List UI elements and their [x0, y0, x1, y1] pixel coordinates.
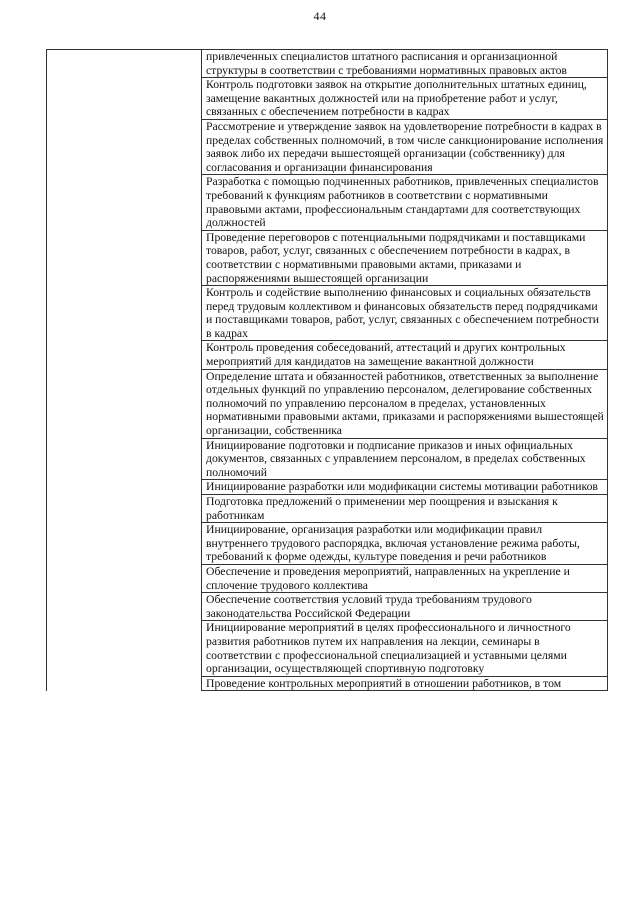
- cell-text: Инициирование, организация разработки или модификации правил внутреннего трудового распорядка, включая установление режима работы, требований к форме одежды, культуре поведения и речи работников: [206, 523, 580, 564]
- cell-text: Рассмотрение и утверждение заявок на удовлетворение потребности в кадрах в пределах собственных полномочий, в том числе санкционирование исполнения заявок либо их передачи вышестоящей организации (собственнику) для согласования и организации финансирования: [206, 119, 604, 174]
- table-body: [47, 50, 608, 691]
- left-column-cell: [47, 564, 202, 592]
- table-row: [47, 523, 608, 565]
- table-row: [47, 230, 608, 285]
- left-column-cell: [47, 369, 202, 438]
- table-row: [47, 119, 608, 174]
- table-row: [47, 50, 608, 78]
- left-column-cell: [47, 175, 202, 230]
- left-column-cell: [47, 676, 202, 691]
- table-cell: [202, 119, 608, 174]
- table-row: [47, 78, 608, 120]
- left-column-cell: [47, 119, 202, 174]
- left-column-cell: [47, 341, 202, 369]
- left-column-cell: [47, 523, 202, 565]
- table-row: [47, 593, 608, 621]
- table-row: [47, 369, 608, 438]
- table-cell: [202, 593, 608, 621]
- table-row: [47, 341, 608, 369]
- left-column-cell: [47, 438, 202, 480]
- left-column-cell: [47, 78, 202, 120]
- table-row: [47, 621, 608, 676]
- cell-text: Подготовка предложений о применении мер поощрения и взыскания к работникам: [206, 495, 558, 522]
- table-cell: [202, 369, 608, 438]
- table-row: [47, 480, 608, 495]
- cell-text: Определение штата и обязанностей работников, ответственных за выполнение отдельных функций по управлению персоналом, делегирование собственных полномочий по управлению персоналом в пределах, установленных нормативными правовыми актами, приказами и распоряжениями вышестоящей организации, собственника: [206, 369, 604, 438]
- table-cell: [202, 341, 608, 369]
- table-cell: [202, 78, 608, 120]
- left-column-cell: [47, 621, 202, 676]
- cell-text: Обеспечение и проведения мероприятий, направленных на укрепление и сплочение трудового коллектива: [206, 564, 570, 592]
- cell-text: Инициирование разработки или модификации системы мотивации работников: [206, 480, 598, 494]
- table-cell: [202, 676, 608, 691]
- cell-text: Инициирование подготовки и подписание приказов и иных официальных документов, связанных с управлением персоналом, в пределах собственных полномочий: [206, 438, 586, 479]
- left-column-cell: [47, 495, 202, 523]
- table-row: [47, 175, 608, 230]
- cell-text: Контроль и содействие выполнению финансовых и социальных обязательств перед трудовым коллективом и финансовых обязательств перед подрядчиками и поставщиками товаров, работ, услуг, связанных с обеспечением потребности в кадрах: [206, 286, 600, 340]
- table-cell: [202, 523, 608, 565]
- left-column-cell: [47, 286, 202, 341]
- table-cell: [202, 50, 608, 78]
- cell-text: Контроль проведения собеседований, аттестаций и других контрольных мероприятий для кандидатов на замещение вакантной должности: [206, 341, 566, 369]
- cell-text: Инициирование мероприятий в целях профессионального и личностного развития работников путем их направления на лекции, семинары в соответствии с профессиональной специализацией и уставными целями организации, осуществляющей спортивную подготовку: [206, 621, 571, 676]
- table-cell: [202, 564, 608, 592]
- table-row: [47, 495, 608, 523]
- table-row: [47, 286, 608, 341]
- table-cell: [202, 438, 608, 480]
- cell-text: Проведение контрольных мероприятий в отношении работников, в том: [206, 676, 562, 690]
- cell-text: Обеспечение соответствия условий труда требованиям трудового законодательства Российской Федерации: [206, 593, 532, 620]
- left-column-cell: [47, 593, 202, 621]
- table-row: [47, 564, 608, 592]
- page-number: 44: [313, 9, 327, 23]
- cell-text: Контроль подготовки заявок на открытие дополнительных штатных единиц, замещение вакантных должностей или на приобретение работ и услуг, связанных с обеспечением потребности в кадрах: [206, 78, 587, 119]
- table-cell: [202, 175, 608, 230]
- cell-text: Разработка с помощью подчиненных работников, привлеченных специалистов требований к функциям работников в соответствии с нормативными правовыми актами, профессиональным стандартами для соответствующих должностей: [206, 175, 599, 230]
- left-column-cell: [47, 480, 202, 495]
- table-cell: [202, 480, 608, 495]
- table-row: [47, 438, 608, 480]
- left-column-cell: [47, 50, 202, 78]
- table-cell: [202, 621, 608, 676]
- table-cell: [202, 286, 608, 341]
- labor-functions-table: [46, 49, 608, 691]
- table-cell: [202, 495, 608, 523]
- left-column-cell: [47, 230, 202, 285]
- table-cell: [202, 230, 608, 285]
- cell-text: привлеченных специалистов штатного расписания и организационной структуры в соответствии с требованиями нормативных правовых актов: [206, 50, 567, 77]
- cell-text: Проведение переговоров с потенциальными подрядчиками и поставщиками товаров, работ, услуг, связанных с обеспечением потребности в кадрах, в соответствии с нормативными правовыми актами, приказами и распоряжениями вышестоящей организации: [206, 230, 586, 285]
- table-row: [47, 676, 608, 691]
